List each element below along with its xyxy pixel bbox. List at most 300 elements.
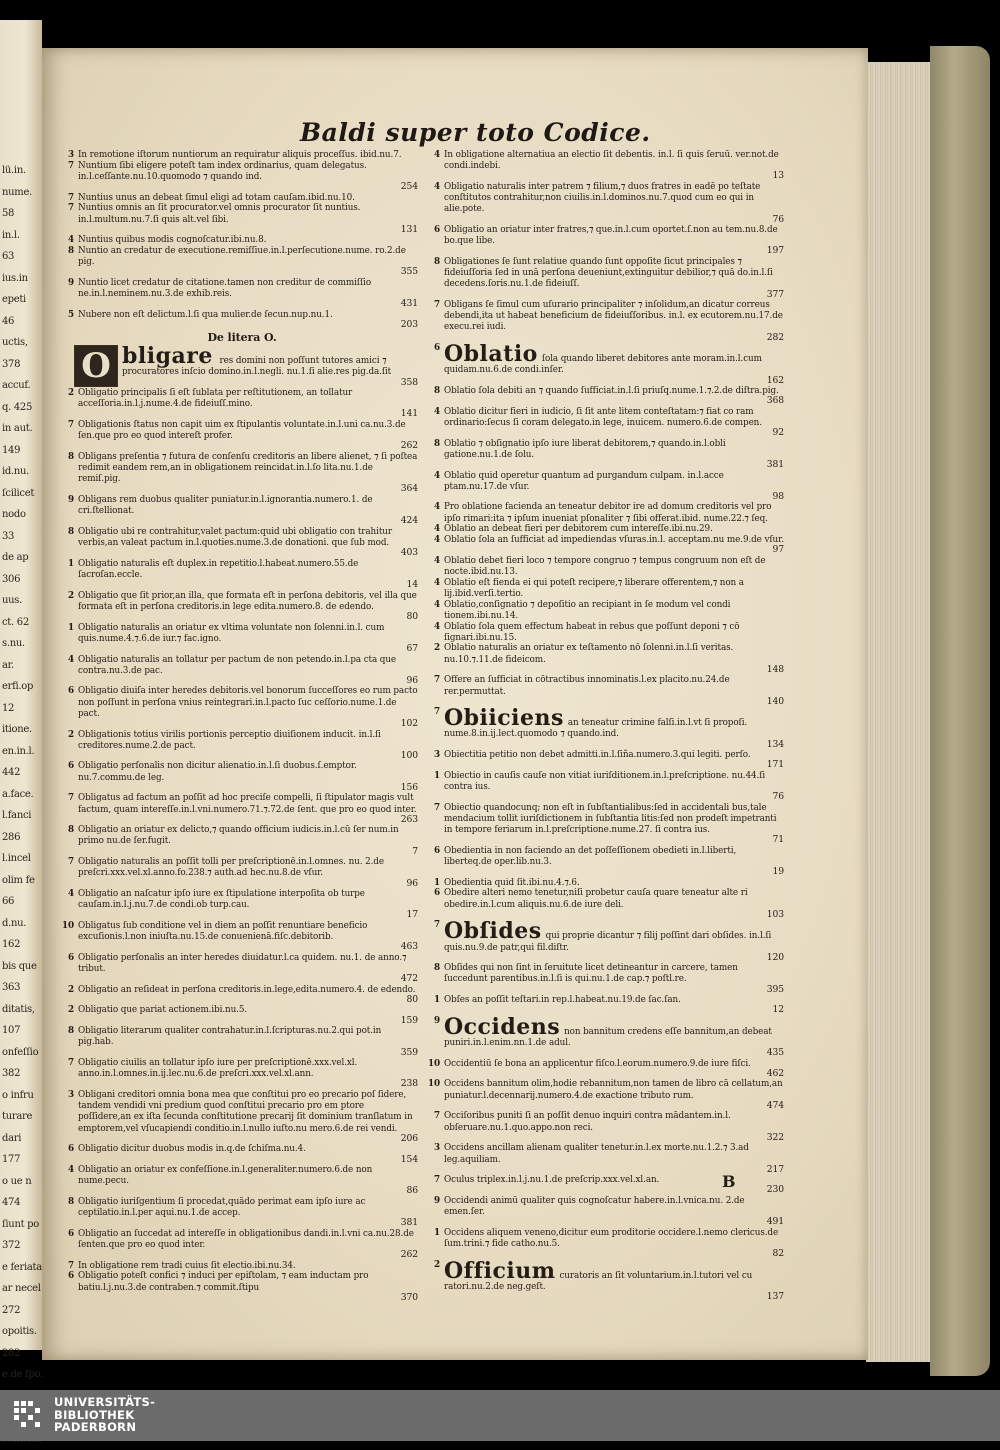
- index-entry: [428, 182, 788, 225]
- entry-text: Oblatio quid operetur quantum ad purgandum culpam. in.l.acce ptam.nu.17.de vſur.: [444, 471, 784, 493]
- entry-ref: 370: [78, 1293, 418, 1303]
- facing-page-line: in.l.: [2, 225, 42, 247]
- index-entry: [428, 643, 788, 674]
- index-entry: [428, 300, 788, 343]
- entry-number: 7: [428, 300, 440, 311]
- entry-text: Oblatio,conſignatio ⁊ depoſitio an recipiant in ſe modum vel condi tionem.ibi.nu.14.: [444, 600, 784, 622]
- facing-page-line: nume.: [2, 182, 42, 204]
- entry-text: Obligatio que ſit prior,an illa, que formata eſt in perſona debitoris, vel illa que formata eſt in perſona creditoris.in lege edita.numero.8. de edendo.: [78, 591, 418, 613]
- facing-page-line: 382: [2, 1063, 42, 1085]
- index-entry-oblatio: [428, 343, 788, 385]
- index-entry: [62, 1261, 422, 1272]
- facing-page-line: 107: [2, 1020, 42, 1042]
- index-entry: [428, 439, 788, 470]
- entry-ref: 131: [78, 225, 418, 235]
- entry-ref: 463: [78, 942, 418, 952]
- facing-page-line: 149: [2, 440, 42, 462]
- entry-number: 6: [62, 1229, 74, 1240]
- entry-number: 4: [62, 889, 74, 900]
- entry-text: Obedientia quid ſit.ibi.nu.4.⁊.6.: [444, 878, 784, 889]
- library-name-line-2: BIBLIOTHEK: [54, 1409, 155, 1422]
- index-entry: [428, 471, 788, 502]
- entry-ref: 431: [78, 299, 418, 309]
- index-entry: [62, 953, 422, 984]
- index-entry: [428, 556, 788, 578]
- headword: Occidens: [444, 1014, 560, 1040]
- entry-ref: 474: [444, 1101, 784, 1111]
- index-entry: [428, 888, 788, 919]
- entry-ref: 403: [78, 548, 418, 558]
- entry-ref: 364: [78, 484, 418, 494]
- facing-page-text: [0, 20, 42, 1450]
- entry-number: 4: [62, 655, 74, 666]
- entry-number: 1: [428, 878, 440, 889]
- entry-ref: 462: [444, 1069, 784, 1079]
- index-entry: [428, 386, 788, 406]
- facing-page-line: epeti: [2, 289, 42, 311]
- entry-number: 8: [428, 386, 440, 397]
- entry-number: 10: [428, 1079, 440, 1090]
- entry-number: 8: [62, 825, 74, 836]
- entry-number: 1: [428, 771, 440, 782]
- entry-text: Obligatio perſonalis an inter heredes diuidatur.l.ca quidem. nu.1. de anno.⁊ tribut.: [78, 953, 418, 975]
- entry-number: 7: [62, 793, 74, 804]
- entry-number: 6: [428, 846, 440, 857]
- facing-page-line: itione.: [2, 719, 42, 741]
- entry-ref: 197: [444, 246, 784, 256]
- index-entry: [62, 825, 422, 856]
- index-entry: [62, 193, 422, 204]
- entry-number: 6: [62, 953, 74, 964]
- index-entry: [428, 225, 788, 256]
- entry-text: Obligatio an oriatur ex confeſſione.in.l.generaliter.numero.6.de non nume.pecu.: [78, 1165, 418, 1187]
- entry-text: Obligatio naturalis an oriatur ex vltima voluntate non ſolenni.in.l. cum quis.nume.4.⁊.6.de iur.⁊ fac.igno.: [78, 623, 418, 645]
- entry-ref: 71: [444, 835, 784, 845]
- entry-number: 6: [62, 761, 74, 772]
- entry-text: Obligatio an naſcatur ipſo iure ex ſtipulatione interpoſita ob turpe cauſam.in.l.j.nu.7.de condi.ob turp.cau.: [78, 889, 418, 911]
- facing-page-line: 272: [2, 1300, 42, 1322]
- facing-page-line: d.nu.: [2, 913, 42, 935]
- entry-text: Obligatio iuriſgentium ſi procedat,quādo perimat eam ipſo iure ac ceptilatio.in.l.per aqui.nu.1.de accep.: [78, 1197, 418, 1219]
- entry-number: 6: [428, 343, 440, 354]
- index-entry: [428, 803, 788, 846]
- entry-number: 7: [62, 420, 74, 431]
- index-entry: [428, 1228, 788, 1259]
- entry-number: 3: [428, 1143, 440, 1154]
- entry-ref: 472: [78, 974, 418, 984]
- index-entry: [428, 535, 788, 555]
- facing-page-line: q. 425: [2, 397, 42, 419]
- index-entry: [62, 1005, 422, 1025]
- headword: Officium: [444, 1258, 555, 1284]
- entry-number: 8: [428, 257, 440, 268]
- index-entry: [428, 1143, 788, 1174]
- entry-number: 10: [428, 1059, 440, 1070]
- facing-page-line: in aut.: [2, 418, 42, 440]
- facing-page-line: 474: [2, 1192, 42, 1214]
- index-entry: [62, 150, 422, 161]
- facing-page-line: de ap: [2, 547, 42, 569]
- index-entry: [428, 675, 788, 706]
- entry-ref: 134: [444, 740, 784, 750]
- index-column-left: [62, 150, 422, 1303]
- entry-ref: 86: [78, 1186, 418, 1196]
- library-name-line-1: UNIVERSITÄTS-: [54, 1396, 155, 1409]
- index-entry: [62, 1090, 422, 1144]
- entry-text: Oblatio ſola an ſufficiat ad impediendas vſuras.in.l. acceptam.nu me.9.de vſur.: [444, 535, 784, 546]
- entry-ref: 154: [78, 1155, 418, 1165]
- facing-page-line: o ue n: [2, 1171, 42, 1193]
- index-entry-obligare: [62, 345, 422, 387]
- index-entry: [62, 278, 422, 309]
- entry-ref: 13: [444, 171, 784, 181]
- headword: bligare: [122, 343, 213, 369]
- entry-text: Oblatio ſola debiti an ⁊ quando ſufficiat.in.l.ſi priuſq.nume.1.⁊.2.de diſtra.pig.: [444, 386, 784, 397]
- entry-text: In remotione iſtorum nuntiorum an requiratur aliquis proceſſus. ibid.nu.7.: [78, 150, 418, 161]
- entry-text: Obligatus ad factum an poſſit ad hoc preciſe compelli, ſi ſtipulator magis vult factum, quam intereſſe.in.l.vni.numero.71.⁊.72.de ſent. que pro eo quod inter.: [78, 793, 418, 815]
- entry-ref: 171: [444, 760, 784, 770]
- index-entry-officium: [428, 1260, 788, 1302]
- facing-page-line: e.de ſpo.: [2, 1364, 42, 1386]
- entry-text: Nuntius quibus modis cognoſcatur.ibi.nu.8.: [78, 235, 418, 246]
- headword: Obiiciens: [444, 705, 564, 731]
- entry-text: Nuntio an credatur de executione.remiſſiue.in.l.perſecutione.nume. ro.2.de pig.: [78, 246, 418, 268]
- entry-ref: 96: [78, 676, 418, 686]
- index-entry: [62, 559, 422, 590]
- entry-ref: 395: [444, 985, 784, 995]
- index-entry-obiciens: [428, 707, 788, 749]
- index-entry: [428, 1079, 788, 1110]
- entry-text: Obligatio naturalis inter patrem ⁊ filium,⁊ duos fratres in eadē po teſtate conſtitutos contrahitur,non ciuilis.in.l.dominos.nu.7.quod cum eo qui in alie.pote.: [444, 182, 784, 216]
- entry-number: 7: [428, 1111, 440, 1122]
- book-cover: [930, 46, 990, 1376]
- entry-ref: 120: [444, 953, 784, 963]
- facing-page-line: uus.: [2, 590, 42, 612]
- index-entry: [62, 623, 422, 654]
- entry-ref: 368: [444, 396, 784, 406]
- entry-number: 3: [428, 750, 440, 761]
- index-entry: [62, 761, 422, 792]
- entry-text: Obligatio diuiſa inter heredes debitoris.vel bonorum ſucceſſores eo rum pacto non poſſunt in perſona vnius reintegrari.in.l.pacto ſuc ceſſorio.nume.1.de pact.: [78, 686, 418, 720]
- entry-text: Nubere non eſt delictum.l.ſi qua mulier.de ſecun.nup.nu.1.: [78, 310, 418, 321]
- entry-text: non bannitum credens eſſe bannitum,an debeat puniri.in.l.enim.nn.1.de adul.: [444, 1027, 772, 1048]
- index-entry: [62, 793, 422, 824]
- entry-text: Oblatio naturalis an oriatur ex teſtamento nō ſolenni.in.l.ſi veritas. nu.10.⁊.11.de fideicom.: [444, 643, 784, 665]
- index-entry: [428, 600, 788, 622]
- index-entry: [428, 995, 788, 1015]
- entry-ref: 12: [444, 1005, 784, 1015]
- entry-ref: 262: [78, 1250, 418, 1260]
- facing-page-line: ſiunt po: [2, 1214, 42, 1236]
- entry-text: Occidendi animū qualiter quis cognoſcatur habere.in.l.vnica.nu. 2.de emen.ſer.: [444, 1196, 784, 1218]
- entry-number: 4: [428, 150, 440, 161]
- facing-page-line: 12: [2, 698, 42, 720]
- facing-page-line: 282: [2, 1343, 42, 1365]
- entry-ref: 262: [78, 441, 418, 451]
- entry-text: Obligatio an oriatur ex delicto,⁊ quando officium iudicis.in.l.cū ſer num.in primo nu.de ſer.fugit.: [78, 825, 418, 847]
- entry-text: Oblatio debet fieri loco ⁊ tempore congruo ⁊ tempus congruum non eſt de nocte.ibid.nu.13.: [444, 556, 784, 578]
- entry-text: Oblatio dicitur fieri in iudicio, ſi ſit ante litem conteſtatam:⁊ fiat co ram ordinario:ſecus ſi coram delegato.in lege, inuicem. numero.6.de compen.: [444, 407, 784, 429]
- facing-page-line: 363: [2, 977, 42, 999]
- facing-page-line: 306: [2, 569, 42, 591]
- entry-number: 7: [428, 920, 440, 931]
- entry-number: 6: [428, 225, 440, 236]
- facing-page-line: 372: [2, 1235, 42, 1257]
- entry-text: Obligatio an reſideat in perſona creditoris.in.lege,edita.numero.4. de edendo.: [78, 985, 418, 996]
- index-entry: [62, 420, 422, 451]
- entry-ref: 140: [444, 697, 784, 707]
- facing-page-line: ditatis,: [2, 999, 42, 1021]
- index-entry: [428, 1059, 788, 1079]
- entry-number: 6: [62, 1144, 74, 1155]
- entry-text: Obedire alteri nemo tenetur,niſi probetur cauſa quare teneatur alte ri obedire.in.l.cum aliquis.nu.6.de iure deli.: [444, 888, 784, 910]
- facing-page-line: 177: [2, 1149, 42, 1171]
- index-entry-occidens: [428, 1016, 788, 1058]
- facing-page-line: a.face.: [2, 784, 42, 806]
- facing-page-line: uctis,: [2, 332, 42, 354]
- entry-ref: 435: [444, 1048, 784, 1058]
- entry-text: Occidens aliquem veneno,dicitur eum proditorie occidere.l.nemo clericus.de ſum.trini.⁊ fide catho.nu.5.: [444, 1228, 784, 1250]
- entry-text: Obligatio literarum qualiter contrahatur.in.l.ſcripturas.nu.2.qui pot.in pig.hab.: [78, 1026, 418, 1048]
- entry-number: 7: [62, 193, 74, 204]
- index-entry: [428, 150, 788, 181]
- entry-number: 4: [428, 471, 440, 482]
- facing-page-edge: [0, 20, 42, 1350]
- entry-ref: 322: [444, 1133, 784, 1143]
- entry-text: Obligatio dicitur duobus modis in.q.de ſchiſma.nu.4.: [78, 1144, 418, 1155]
- facing-page-line: o infru: [2, 1085, 42, 1107]
- facing-page-line: ar.: [2, 655, 42, 677]
- entry-number: 8: [428, 439, 440, 450]
- entry-number: 1: [62, 623, 74, 634]
- entry-text: Obligani creditori omnia bona mea que conſtitui pro eo precario poſ ſidere, tandem vendidi vni predium quod conſtitui precario pro em ptore poſſidere,an ex iſta ſecunda conſtitutione precarij ſit dominium tranſlatum in emptorem,vel vſucapiendi conditio.in.l.nullo iuſto.nu mero.6.de rei vendi.: [78, 1090, 418, 1135]
- entry-number: 5: [62, 310, 74, 321]
- facing-page-line: 46: [2, 311, 42, 333]
- entry-number: 2: [62, 1005, 74, 1016]
- entry-text: Obligatio naturalis an tollatur per pactum de non petendo.in.l.pa cta que contra.nu.3.de pac.: [78, 655, 418, 677]
- entry-number: 4: [428, 502, 440, 513]
- library-logo-icon: [12, 1398, 46, 1432]
- entry-text: Obligatio ciuilis an tollatur ipſo iure per preſcriptionē.xxx.vel.xl. anno.in.l.omnes.in.ij.lec.nu.6.de preſcri.xxx.vel.xl.ann.: [78, 1058, 418, 1080]
- index-entry: [428, 1111, 788, 1142]
- entry-ref: 381: [78, 1218, 418, 1228]
- entry-ref: 358: [62, 378, 418, 388]
- entry-ref: 141: [78, 409, 418, 419]
- entry-number: 4: [428, 578, 440, 589]
- entry-number: 2: [428, 643, 440, 654]
- entry-ref: 96: [78, 879, 418, 889]
- facing-page-line: turare: [2, 1106, 42, 1128]
- index-entry: [62, 310, 422, 330]
- entry-number: 7: [62, 203, 74, 214]
- index-entry: [62, 235, 422, 246]
- entry-text: Pro oblatione facienda an teneatur debitor ire ad domum creditoris vel pro ipſo rimari:ita ⁊ ipſum inueniat pſonaliter ⁊ ſibi offerat.ibid. nume.22.⁊ ſeq.: [444, 502, 784, 524]
- entry-number: 2: [62, 591, 74, 602]
- facing-page-line: onfeſſio: [2, 1042, 42, 1064]
- entry-ref: 156: [78, 783, 418, 793]
- entry-text: Obligatio ubi re contrahitur,valet pactum:quid ubi obligatio con trahitur verbis,an valeat pactum in.l.quoties.nume.3.de donationi. que ſub mod.: [78, 527, 418, 549]
- entry-ref: 76: [444, 215, 784, 225]
- entry-number: 8: [62, 1026, 74, 1037]
- entry-text: ſola quando liberet debitores ante moram.in.l.cum quidam.nu.6.de condi.inſer.: [444, 354, 762, 375]
- entry-ref: 254: [78, 182, 418, 192]
- entry-ref: 100: [78, 751, 418, 761]
- entry-text: Obligationis ſtatus non capit uim ex ſtipulantis voluntate.in.l.uni ca.nu.3.de ſen.que pro eo quod intereſt profer.: [78, 420, 418, 442]
- facing-page-line: lü.in.: [2, 160, 42, 182]
- index-entry: [62, 985, 422, 1005]
- entry-text: an teneatur crimine falſi.in.l.vt ſi propoſi. nume.8.in.ij.lect.quomodo ⁊ quando.ind.: [444, 718, 747, 739]
- entry-number: 8: [428, 963, 440, 974]
- entry-text: Oblatio eſt fienda ei qui poteſt recipere,⁊ liberare offerentem,⁊ non a lij.ibid.verſi.tertio.: [444, 578, 784, 600]
- entry-number: 1: [62, 559, 74, 570]
- entry-ref: 103: [444, 910, 784, 920]
- entry-number: 9: [428, 1196, 440, 1207]
- library-footer: [0, 1390, 1000, 1441]
- facing-page-line: 66: [2, 891, 42, 913]
- entry-text: Obligatio an oriatur inter fratres,⁊ que.in.l.cum oportet.ſ.non au tem.nu.8.de bo.que libe.: [444, 225, 784, 247]
- entry-text: Obiectio quandocunq; non eſt in ſubſtantialibus:ſed in accidentali bus,tale mendacium tollit iuriſdictionem in ſubſtantia litis:ſed non prodeſt impetranti in tempore feriarum in.l.preſcriptione.nume.27. ſi contra ius.: [444, 803, 784, 837]
- entry-number: 4: [428, 600, 440, 611]
- entry-number: 7: [62, 161, 74, 172]
- index-entry: [428, 407, 788, 438]
- signature-mark: B: [722, 1172, 736, 1191]
- entry-number: 4: [428, 524, 440, 535]
- entry-ref: 98: [444, 492, 784, 502]
- entry-ref: 238: [78, 1079, 418, 1089]
- entry-ref: 263: [78, 815, 418, 825]
- entry-number: 6: [428, 888, 440, 899]
- index-entry: [62, 1058, 422, 1089]
- entry-number: 2: [62, 730, 74, 741]
- index-entry: [62, 527, 422, 558]
- entry-number: 4: [428, 182, 440, 193]
- index-entry: [428, 578, 788, 600]
- entry-text: Obligatio perſonalis non dicitur alienatio.in.l.ſi duobus.ſ.emptor. nu.7.commu.de leg.: [78, 761, 418, 783]
- facing-page-line: 378: [2, 354, 42, 376]
- index-entry: [428, 622, 788, 644]
- entry-number: 8: [62, 452, 74, 463]
- facing-page-line: opoitis.: [2, 1321, 42, 1343]
- library-name-line-3: PADERBORN: [54, 1421, 155, 1434]
- facing-page-line: s.nu.: [2, 633, 42, 655]
- entry-text: Oblatio ⁊ obſignatio ipſo iure liberat debitorem,⁊ quando.in.l.obli gatione.nu.1.de ſolu.: [444, 439, 784, 461]
- entry-number: 8: [62, 527, 74, 538]
- entry-ref: 159: [78, 1016, 418, 1026]
- entry-ref: 203: [78, 320, 418, 330]
- facing-page-line: ſcilicet: [2, 483, 42, 505]
- entry-text: Obligationes ſe ſunt relatiue quando ſunt oppoſite ſicut principales ⁊ fideiuſſoria ſed in unā perſona deueniunt,extinguitur debilior,⁊ quā do.in.l.ſi decedens.ſoris.nu.1.de fideiuſſ.: [444, 257, 784, 291]
- facing-page-line: 442: [2, 762, 42, 784]
- facing-page-line: 63: [2, 246, 42, 268]
- index-entry: [428, 771, 788, 802]
- entry-ref: 82: [444, 1249, 784, 1259]
- index-entry: [62, 1197, 422, 1228]
- entry-number: 9: [62, 495, 74, 506]
- entry-number: 3: [62, 150, 74, 161]
- index-entry: [428, 502, 788, 524]
- entry-text: Nuntius omnis an ſit procurator.vel omnis procurator ſit nuntius. in.l.multum.nu.7.ſi quis alt.vel ſibi.: [78, 203, 418, 225]
- entry-text: Obligans rem duobus qualiter puniatur.in.l.ignorantia.numero.1. de cri.ſtellionat.: [78, 495, 418, 517]
- entry-number: 4: [428, 407, 440, 418]
- entry-text: Oculus triplex.in.l.j.nu.1.de preſcrip.xxx.vel.xl.an.: [444, 1175, 784, 1186]
- entry-text: Obligatio naturalis eſt duplex.in repetitio.l.habeat.numero.55.de ſacroſan.eccle.: [78, 559, 418, 581]
- facing-page-line: nodo: [2, 504, 42, 526]
- section-label: De litera O.: [62, 332, 422, 343]
- index-entry: [62, 161, 422, 192]
- headword: Obſides: [444, 918, 542, 944]
- facing-page-line: accuf.: [2, 375, 42, 397]
- facing-page-line: erfi.op: [2, 676, 42, 698]
- index-entry: [428, 1196, 788, 1227]
- facing-page-line: id.nu.: [2, 461, 42, 483]
- entry-number: 7: [428, 675, 440, 686]
- entry-number: 6: [62, 686, 74, 697]
- entry-text: Nuntium ſibi eligere poteſt tam index ordinarius, quam delegatus. in.l.ceſſante.nu.10.quomodo ⁊ quando ind.: [78, 161, 418, 183]
- entry-text: Obligans ſe ſimul cum uſurario principaliter ⁊ inſolidum,an dicatur correus debendi,ita ut habeat beneficium de fideiuſſoribus. in.l. ex ecutorem.nu.17.de execu.rei iudi.: [444, 300, 784, 334]
- entry-ref: 80: [78, 995, 418, 1005]
- entry-text: Obiectio in cauſis cauſe non vitiat iuriſditionem.in.l.preſcriptione. nu.44.ſi contra ius.: [444, 771, 784, 793]
- entry-ref: 76: [444, 792, 784, 802]
- entry-number: 3: [62, 1090, 74, 1101]
- entry-text: Obligatus ſub conditione vel in diem an poſſit renuntiare beneficio excuſionis.l.non iniuſta.nu.15.de conuenienā.fiſc.debitorib.: [78, 921, 418, 943]
- facing-page-line: bis que: [2, 956, 42, 978]
- entry-number: 2: [62, 985, 74, 996]
- entry-text: Obligans preſentia ⁊ futura de conſenſu creditoris an libere alienet, ⁊ ſi poſtea redimit eandem rem,an in obligationem reincidat.in.l.ſo lita.nu.1.de remiſ.pig.: [78, 452, 418, 486]
- index-entry: [428, 846, 788, 877]
- facing-page-line: 162: [2, 934, 42, 956]
- entry-text: Obligatio principalis ſi eſt ſublata per reſtitutionem, an tollatur acceſſoria.in.l.j.nume.4.de fideiuſſ.mino.: [78, 388, 418, 410]
- entry-ref: 7: [78, 847, 418, 857]
- index-entry: [62, 246, 422, 277]
- facing-page-line: 286: [2, 827, 42, 849]
- entry-number: 7: [428, 803, 440, 814]
- entry-text: res domini non poſſunt tutores amici ⁊ procuratores inſcio domino.in.l.negli. nu.1.ſi alie.res pig.da.ſit: [122, 356, 391, 377]
- entry-number: 7: [62, 1058, 74, 1069]
- facing-page-line: ar necel: [2, 1278, 42, 1300]
- entry-number: 1: [428, 1228, 440, 1239]
- entry-text: Occidens ancillam alienam qualiter tenetur.in.l.ex morte.nu.1.2.⁊ 3.ad leg.aquiliam.: [444, 1143, 784, 1165]
- index-entry: [62, 1026, 422, 1057]
- entry-number: 8: [62, 1197, 74, 1208]
- index-entry: [62, 921, 422, 952]
- entry-text: In obligatione alternatiua an electio ſit debentis. in.l. ſi quis ſeruū. ver.not.de condi.indebi.: [444, 150, 784, 172]
- entry-number: 6: [62, 1271, 74, 1282]
- entry-text: qui proprie dicantur ⁊ filij poſſint dari obſides. in.l.ſi quis.nu.9.de patr,qui fil.diſtr.: [444, 931, 771, 952]
- index-entry: [62, 388, 422, 419]
- index-entry: [428, 963, 788, 994]
- index-entry: [62, 203, 422, 234]
- drop-cap-initial: O: [74, 345, 118, 387]
- entry-number: 4: [428, 556, 440, 567]
- entry-text: Obedientia in non faciendo an det poſſeſſionem obedieti in.l.liberti, liberteq.de oper.lib.nu.3.: [444, 846, 784, 868]
- entry-ref: 359: [78, 1048, 418, 1058]
- entry-text: Obligatio que pariat actionem.ibi.nu.5.: [78, 1005, 418, 1016]
- facing-page-line: en.in.l.: [2, 741, 42, 763]
- facing-page-line: olim fe: [2, 870, 42, 892]
- entry-ref: 491: [444, 1217, 784, 1227]
- facing-page-line: l.incel: [2, 848, 42, 870]
- entry-text: Obligatio poteſt confici ⁊ induci per epiſtolam, ⁊ eam inductam pro batiu.l.j.nu.3.de contraben.⁊ commit.ſtipu: [78, 1271, 418, 1293]
- entry-number: 10: [62, 921, 74, 932]
- facing-page-line: 58: [2, 203, 42, 225]
- entry-text: In obligatione rem tradi cuius ſit electio.ibi.nu.34.: [78, 1261, 418, 1272]
- entry-number: 4: [62, 235, 74, 246]
- index-entry: [428, 257, 788, 300]
- entry-text: Obiectitia petitio non debet admitti.in.l.ſiña.numero.3.qui legiti. perſo.: [444, 750, 784, 761]
- index-entry: [428, 524, 788, 535]
- entry-ref: 282: [444, 333, 784, 343]
- entry-number: 4: [428, 535, 440, 546]
